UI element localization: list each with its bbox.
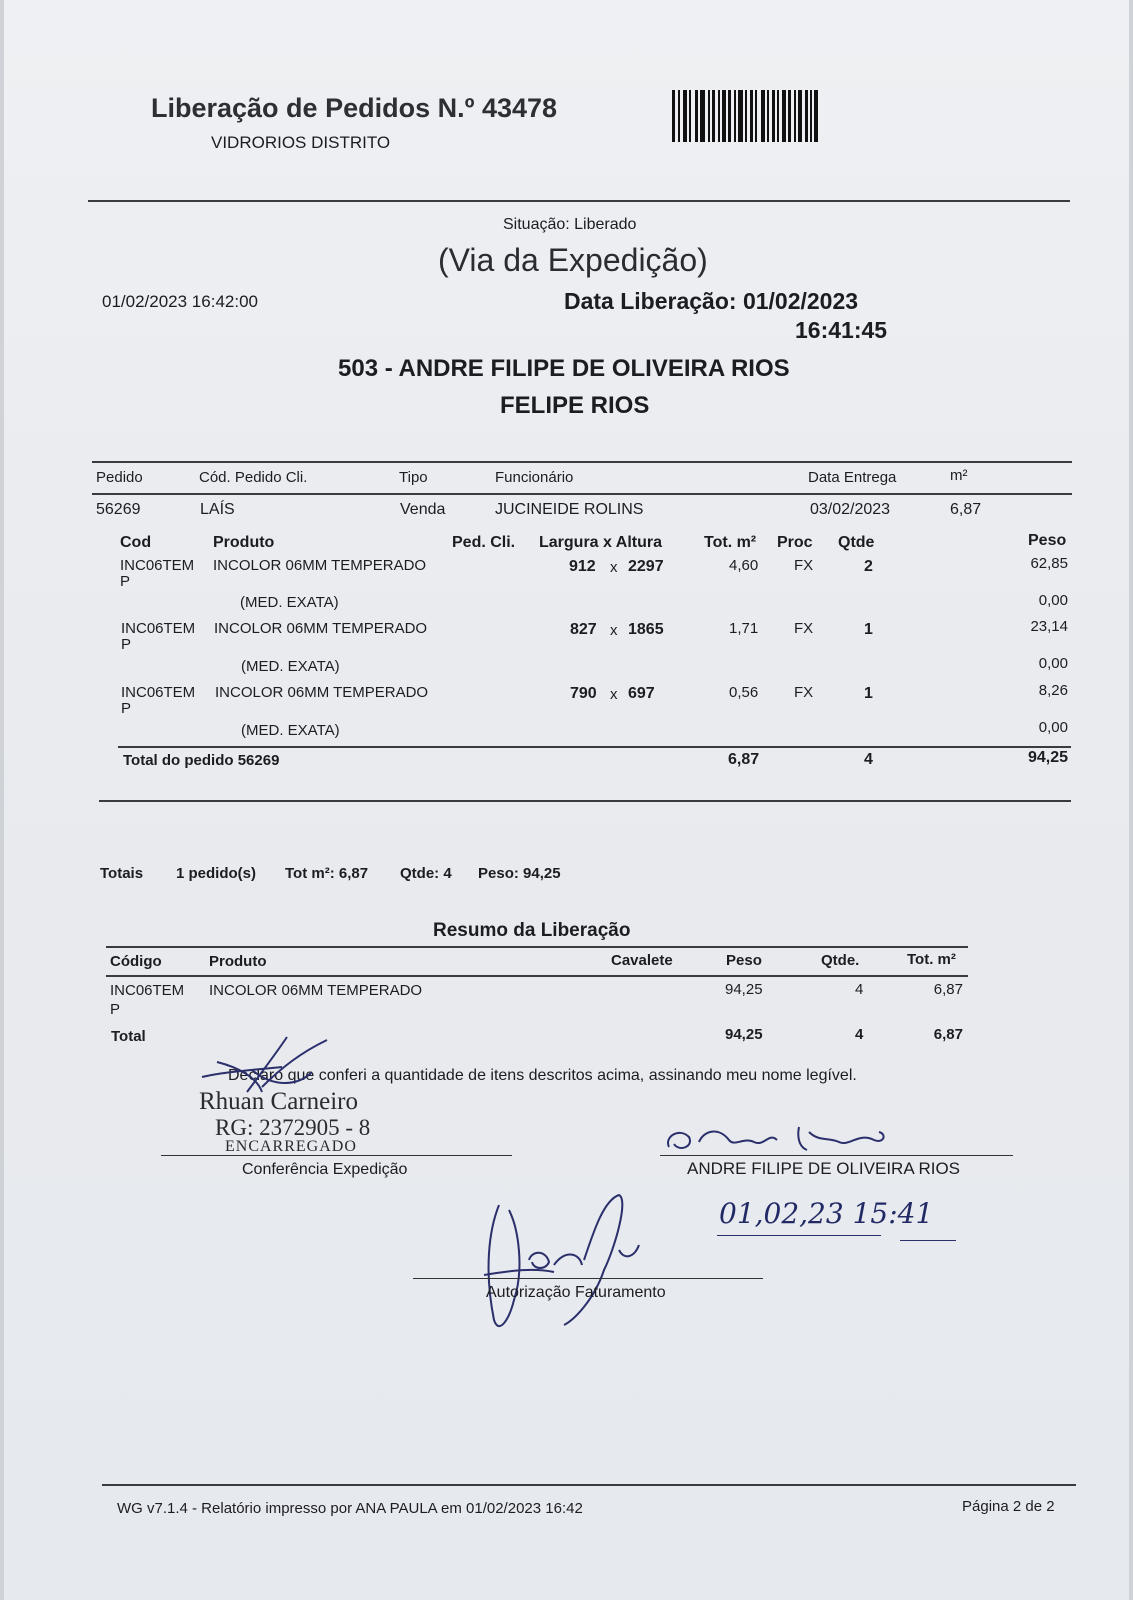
autorizacao-signature [454,1190,674,1340]
item-3-largura: 790 [570,685,597,702]
totals-label: Totais [100,865,144,882]
item-header-tot-m2: Tot. m² [704,534,757,551]
printed-datetime: 01/02/2023 16:42:00 [102,292,258,311]
item-3-qtde: 1 [864,685,873,702]
col-header-funcionario: Funcionário [495,469,574,486]
order-data-entrega: 03/02/2023 [810,501,891,518]
summary-total-peso: 94,25 [725,1026,763,1043]
order-pedido: 56269 [96,501,141,518]
item-1-peso: 62,85 [1030,555,1068,572]
item-3-proc: FX [794,684,814,701]
conferencia-sign-line [161,1155,512,1156]
item-1-cod-suffix: P [120,573,131,590]
summary-header-produto: Produto [209,953,267,970]
autorizacao-sign-line [413,1278,763,1279]
conferencia-label: Conferência Expedição [242,1161,408,1178]
item-2-x: x [610,622,618,639]
handwritten-date-underline [717,1235,881,1236]
client-nickname: FELIPE RIOS [500,392,650,419]
client-sign-line [660,1155,1013,1156]
summary-row-codigo: INC06TEM [110,982,185,999]
item-header-proc: Proc [777,534,813,551]
document-page [4,0,1129,1600]
item-header-ped-cli: Ped. Cli. [452,534,516,551]
item-1-cod: INC06TEM [120,557,195,574]
item-2-largura: 827 [570,621,597,638]
col-header-m2: m² [950,467,968,484]
items-total-rule [118,746,1071,748]
summary-row-qtde: 4 [855,981,864,998]
client-sign-label: ANDRE FILIPE DE OLIVEIRA RIOS [687,1159,961,1178]
item-3-x: x [610,686,618,703]
summary-header-codigo: Código [110,953,162,970]
item-1-note: (MED. EXATA) [240,594,339,611]
header-divider [88,200,1070,202]
totals-m2: Tot m²: 6,87 [285,865,369,882]
summary-total-tot-m2: 6,87 [933,1026,963,1043]
summary-total-qtde: 4 [855,1026,864,1043]
item-3-produto: INCOLOR 06MM TEMPERADO [215,684,429,701]
footer-printed-by: WG v7.1.4 - Relatório impresso por ANA PAULA em 01/02/2023 16:42 [117,1500,583,1517]
summary-header-qtde: Qtde. [821,952,860,969]
totals-peso: Peso: 94,25 [478,865,561,882]
release-date: Data Liberação: 01/02/2023 [564,288,859,314]
copy-type: (Via da Expedição) [438,242,708,278]
order-total-peso: 94,25 [1027,749,1068,766]
item-1-note-peso: 0,00 [1038,592,1068,609]
summary-total-label: Total [111,1028,146,1045]
barcode [672,90,846,142]
document-title: Liberação de Pedidos N.º 43478 [151,93,558,123]
footer-page-number: Página 2 de 2 [962,1498,1055,1515]
order-funcionario: JUCINEIDE ROLINS [495,501,644,518]
summary-row-codigo-suffix: P [110,1001,121,1018]
col-header-data-entrega: Data Entrega [808,469,897,486]
item-header-cod: Cod [120,534,152,551]
summary-top-rule [106,946,968,948]
company-name: VIDRORIOS DISTRITO [211,133,391,152]
handwritten-date: 01,02,23 15:41 [719,1197,934,1230]
summary-row-peso: 94,25 [725,981,763,998]
item-3-note: (MED. EXATA) [241,722,340,739]
autorizacao-label: Autorização Faturamento [486,1284,666,1301]
totals-qtde: Qtde: 4 [400,865,452,882]
conferencia-signature [192,1032,352,1117]
stamp-name: Rhuan Carneiro [199,1088,358,1115]
totals-pedidos: 1 pedido(s) [176,865,257,882]
order-total-m2: 6,87 [728,751,760,768]
footer-rule [102,1484,1076,1486]
order-cod-pedido-cli: LAÍS [200,501,235,518]
item-1-produto: INCOLOR 06MM TEMPERADO [213,557,427,574]
item-1-largura: 912 [569,558,596,575]
stamp-rg: RG: 2372905 - 8 [215,1115,371,1140]
item-3-cod-suffix: P [121,700,132,717]
order-total-label: Total do pedido 56269 [123,752,280,769]
item-1-qtde: 2 [864,558,873,575]
client-name: 503 - ANDRE FILIPE DE OLIVEIRA RIOS [338,355,790,382]
declaration-text: Declaro que conferi a quantidade de itens descritos acima, assinando meu nome legível. [228,1067,857,1084]
col-header-cod-pedido-cli: Cód. Pedido Cli. [199,469,308,486]
col-header-tipo: Tipo [399,469,428,486]
item-2-note-peso: 0,00 [1038,655,1068,672]
item-3-tot-m2: 0,56 [729,684,759,701]
summary-header-rule [106,975,968,977]
item-2-cod: INC06TEM [121,620,196,637]
item-3-altura: 697 [628,685,655,702]
order-table-top-rule [92,461,1072,463]
item-2-altura: 1865 [628,621,664,638]
item-header-qtde: Qtde [838,534,875,551]
item-2-produto: INCOLOR 06MM TEMPERADO [214,620,428,637]
item-2-cod-suffix: P [121,636,132,653]
item-3-note-peso: 0,00 [1038,719,1068,736]
order-tipo: Venda [400,501,446,518]
release-time: 16:41:45 [795,317,888,343]
summary-header-cavalete: Cavalete [611,952,673,969]
summary-row-produto: INCOLOR 06MM TEMPERADO [209,982,423,999]
summary-row-tot-m2: 6,87 [933,981,963,998]
item-2-peso: 23,14 [1030,618,1068,635]
item-2-note: (MED. EXATA) [241,658,340,675]
item-1-altura: 2297 [628,558,664,575]
order-section-end-rule [99,800,1071,802]
handwritten-time-underline [900,1240,956,1241]
summary-title: Resumo da Liberação [433,920,631,941]
item-1-x: x [610,559,618,576]
summary-header-tot-m2: Tot. m² [907,951,956,968]
item-1-proc: FX [794,557,814,574]
item-3-peso: 8,26 [1038,682,1068,699]
item-header-peso: Peso [1028,532,1067,549]
item-2-proc: FX [794,620,814,637]
item-1-tot-m2: 4,60 [729,557,759,574]
item-3-cod: INC06TEM [121,684,196,701]
order-total-qtde: 4 [864,751,873,768]
item-2-qtde: 1 [864,621,873,638]
order-table-header-rule [92,493,1072,495]
col-header-pedido: Pedido [96,469,143,486]
stamp-role: ENCARREGADO [225,1138,357,1155]
item-2-tot-m2: 1,71 [729,620,759,637]
order-m2: 6,87 [950,501,982,518]
status-text: Situação: Liberado [503,216,637,233]
item-header-largura-altura: Largura x Altura [539,534,662,551]
summary-header-peso: Peso [726,952,762,969]
item-header-produto: Produto [213,534,275,551]
